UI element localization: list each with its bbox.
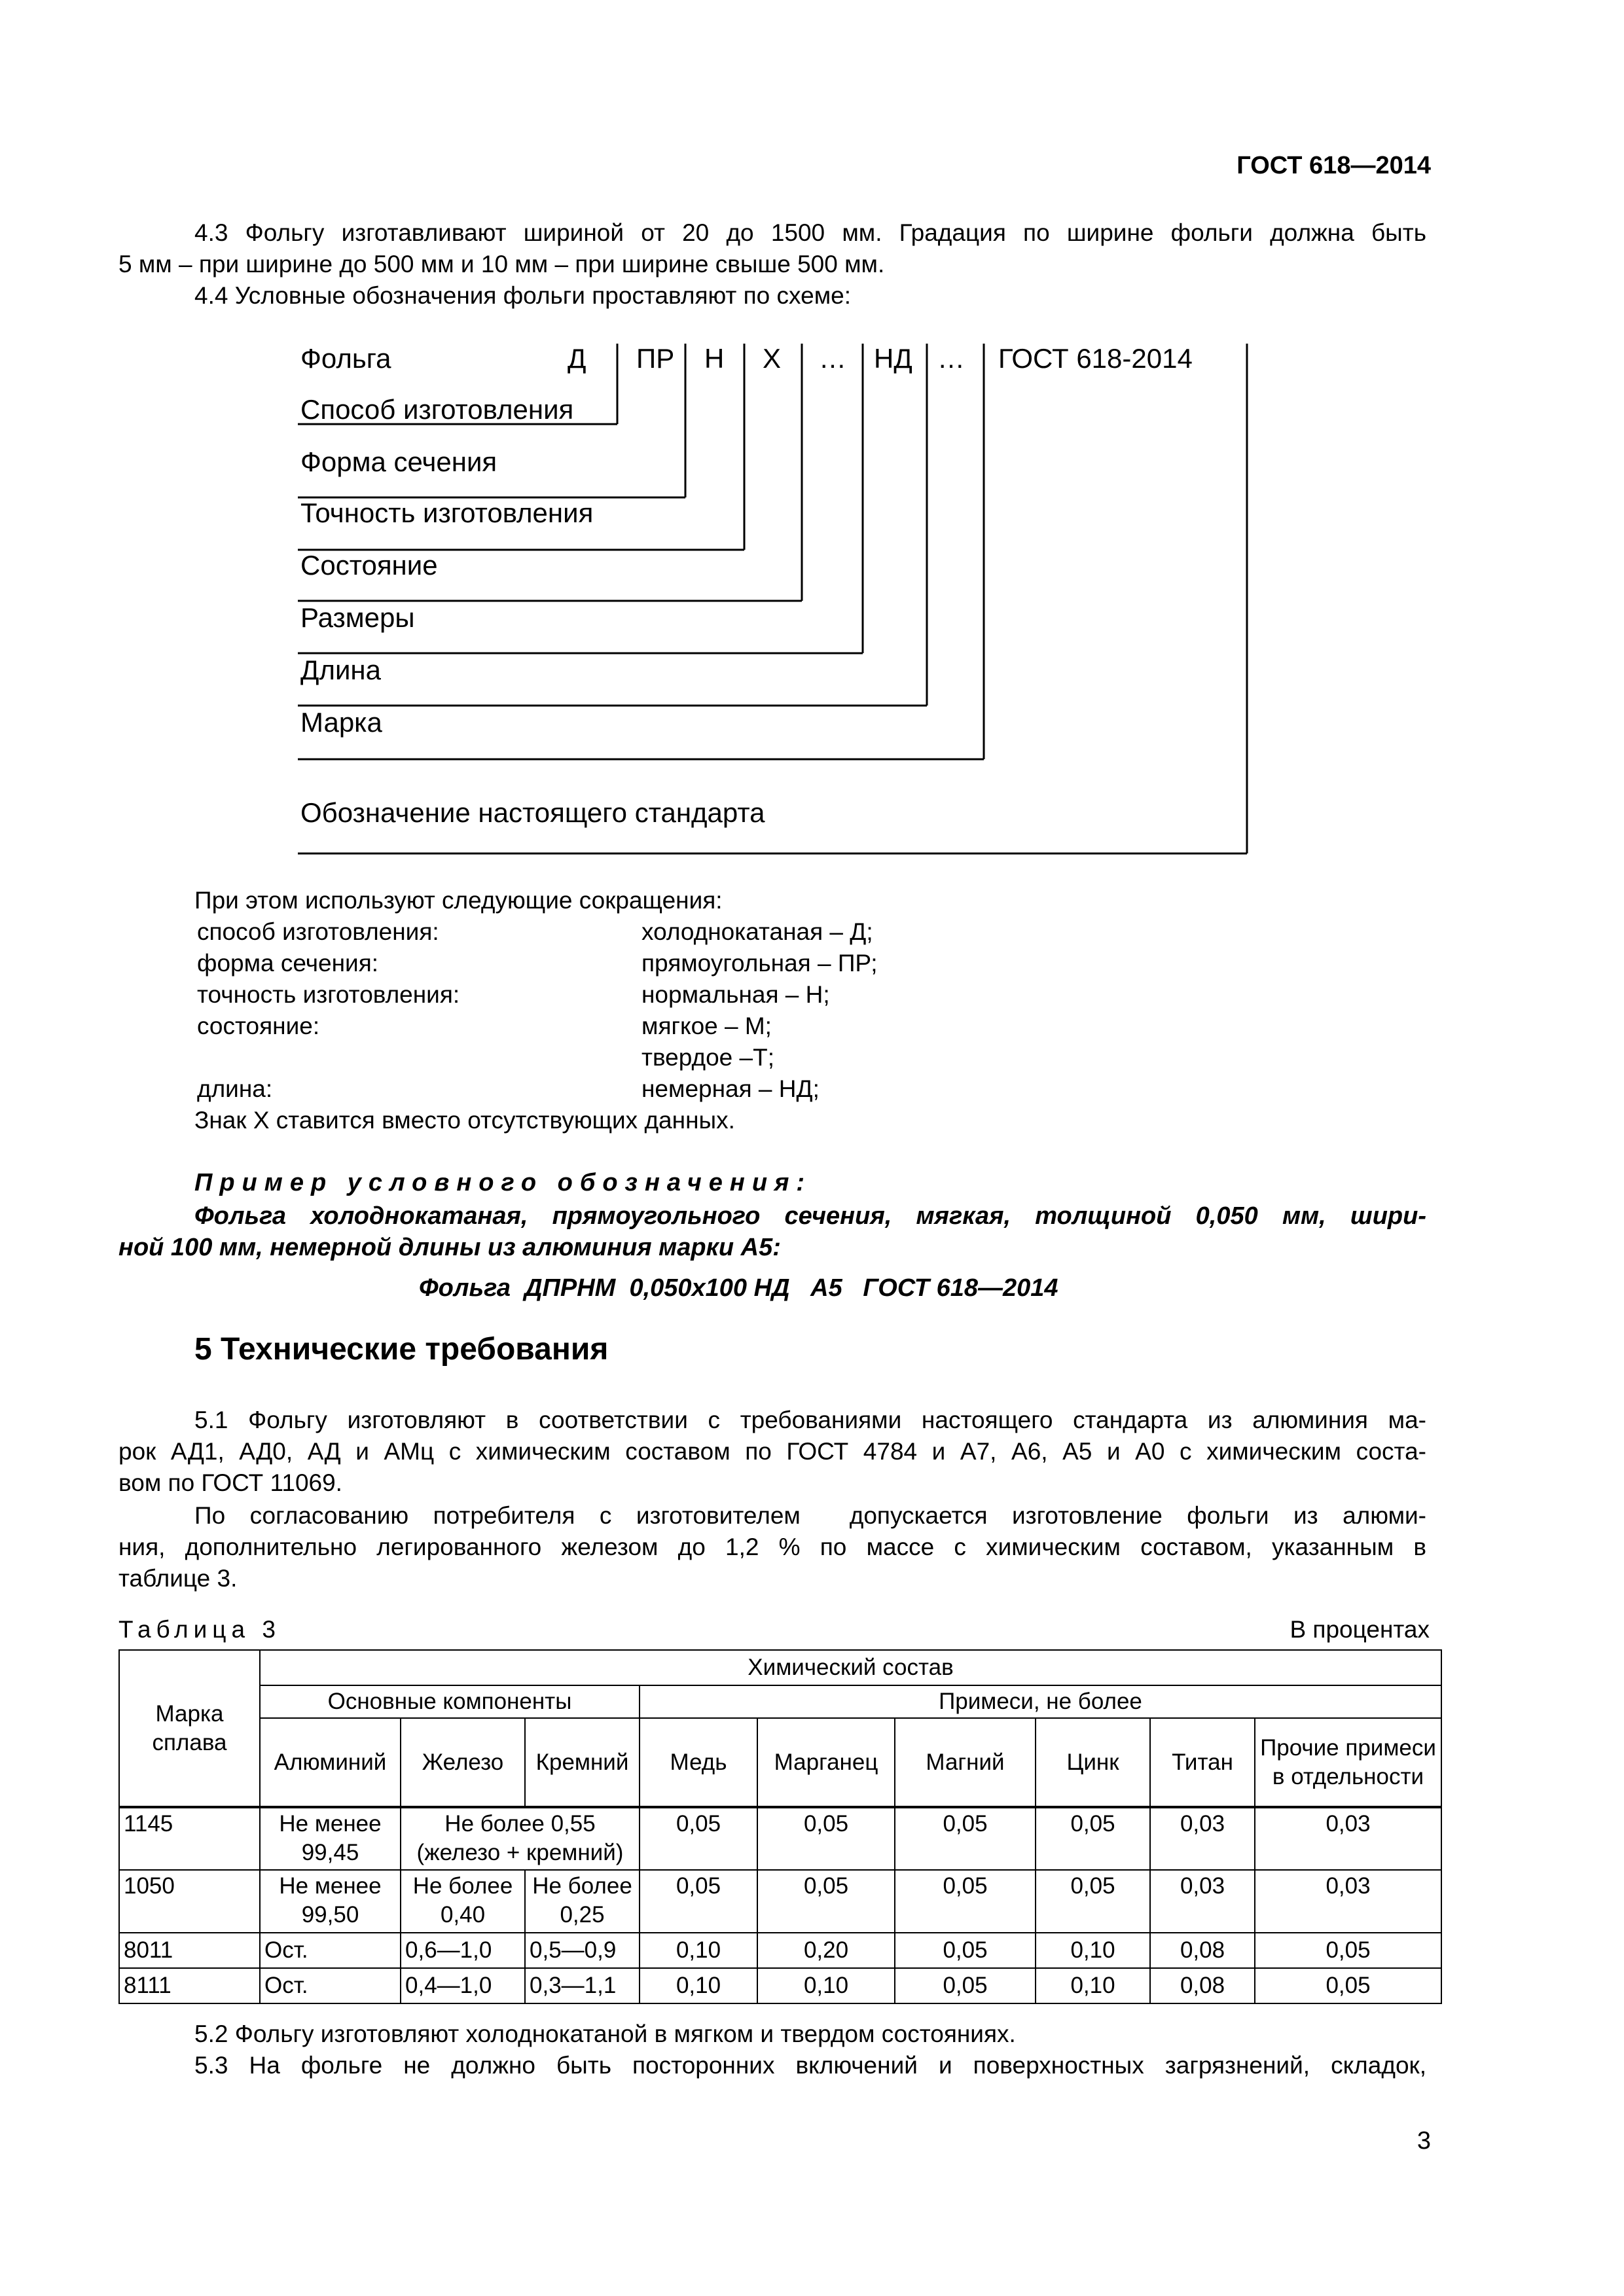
cell-iron: Не более 0,40: [401, 1870, 525, 1933]
example-heading: Пример условного обозначения:: [194, 1169, 812, 1196]
designation-scheme: [0, 0, 1624, 877]
cell-magnesium: 0,05: [895, 1807, 1036, 1870]
scheme-code-nd: НД: [874, 343, 912, 374]
cell-manganese: 0,20: [757, 1933, 895, 1968]
cell-manganese: 0,10: [757, 1968, 895, 2003]
abbrev-value: холоднокатаная – Д;: [641, 918, 873, 945]
paragraph-5-1-line2: рок АД1, АД0, АД и АМц с химическим составом по ГОСТ 4784 и А7, А6, А5 и А0 с химическим соста-: [118, 1438, 1426, 1465]
chemical-composition-table: [118, 1649, 1442, 2004]
abbrev-value: прямоугольная – ПР;: [641, 950, 878, 977]
col-magnesium: Магний: [895, 1718, 1036, 1807]
col-manganese: Марганец: [757, 1718, 895, 1807]
cell-magnesium: 0,05: [895, 1933, 1036, 1968]
example-designation: Фольга ДПРНМ 0,050х100 НД А5 ГОСТ 618—2014: [419, 1274, 1058, 1302]
cell-titanium: 0,08: [1150, 1933, 1255, 1968]
abbrev-value: немерная – НД;: [641, 1075, 820, 1102]
cell-zinc: 0,05: [1036, 1870, 1150, 1933]
cell-manganese: 0,05: [757, 1870, 895, 1933]
abbrev-value: нормальная – Н;: [641, 981, 830, 1008]
header-impurities: Примеси, не более: [640, 1685, 1441, 1718]
scheme-code-ellipsis-2: …: [937, 343, 965, 374]
scheme-code-d: Д: [568, 343, 586, 374]
header-chemical-composition: Химический состав: [260, 1650, 1441, 1685]
abbrev-term: состояние:: [197, 1013, 320, 1039]
scheme-code-n: Н: [704, 343, 725, 374]
paragraph-agreement-line2: ния, дополнительно легированного железом до 1,2 % по массе с химическим составом, указанным в: [118, 1534, 1426, 1560]
cell-magnesium: 0,05: [895, 1968, 1036, 2003]
paragraph-5-2: 5.2 Фольгу изготовляют холоднокатаной в мягком и твердом состояниях.: [194, 2020, 1016, 2047]
paragraph-5-1-line1: 5.1 Фольгу изготовляют в соответствии с требованиями настоящего стандарта из алюминия ма-: [194, 1407, 1426, 1433]
scheme-row-standard: Обозначение настоящего стандарта: [300, 797, 765, 828]
cell-grade: 8011: [119, 1933, 260, 1968]
col-titanium: Титан: [1150, 1718, 1255, 1807]
table-row: [119, 1807, 1441, 1870]
cell-copper: 0,10: [640, 1968, 757, 2003]
header-grade: Марка сплава: [119, 1650, 260, 1807]
paragraph-4-4: 4.4 Условные обозначения фольги проставляют по схеме:: [194, 282, 851, 309]
scheme-row-section: Форма сечения: [300, 446, 497, 477]
cell-aluminium: Не менее 99,50: [260, 1870, 401, 1933]
example-line1: Фольга холоднокатаная, прямоугольного сечения, мягкая, толщиной 0,050 мм, шири-: [194, 1202, 1426, 1230]
abbrev-term: длина:: [197, 1075, 273, 1102]
abbrev-intro: При этом используют следующие сокращения:: [194, 887, 723, 914]
scheme-row-method: Способ изготовления: [300, 394, 574, 425]
abbrev-value: твердое –Т;: [641, 1044, 774, 1071]
cell-silicon: 0,5—0,9: [525, 1933, 640, 1968]
cell-magnesium: 0,05: [895, 1870, 1036, 1933]
col-aluminium: Алюминий: [260, 1718, 401, 1807]
cell-aluminium: Ост.: [260, 1968, 401, 2003]
cell-other: 0,03: [1255, 1870, 1441, 1933]
cell-grade: 1050: [119, 1870, 260, 1933]
col-silicon: Кремний: [525, 1718, 640, 1807]
scheme-code-x: Х: [763, 343, 782, 374]
cell-manganese: 0,05: [757, 1807, 895, 1870]
col-other-impurities: Прочие примеси в отдельности: [1255, 1718, 1441, 1807]
header-main-components: Основные компоненты: [260, 1685, 640, 1718]
cell-grade: 8111: [119, 1968, 260, 2003]
page-number: 3: [1416, 2127, 1431, 2155]
table-units: В процентах: [1290, 1616, 1430, 1643]
table-row: [119, 1933, 1441, 1968]
cell-zinc: 0,10: [1036, 1968, 1150, 2003]
cell-silicon: Не более 0,25: [525, 1870, 640, 1933]
cell-iron: 0,4—1,0: [401, 1968, 525, 2003]
table-row: [119, 1870, 1441, 1933]
cell-iron: 0,6—1,0: [401, 1933, 525, 1968]
cell-other: 0,05: [1255, 1968, 1441, 2003]
abbrev-value: мягкое – М;: [641, 1013, 772, 1039]
cell-titanium: 0,03: [1150, 1870, 1255, 1933]
paragraph-5-3: 5.3 На фольге не должно быть посторонних включений и поверхностных загрязнений, складок,: [194, 2052, 1426, 2079]
paragraph-4-3-line2: 5 мм – при ширине до 500 мм и 10 мм – при ширине свыше 500 мм.: [118, 251, 885, 278]
scheme-row-length: Длина: [300, 655, 381, 685]
abbrev-term: способ изготовления:: [197, 918, 439, 945]
cell-other: 0,05: [1255, 1933, 1441, 1968]
paragraph-agreement-line3: таблице 3.: [118, 1565, 238, 1592]
abbrev-term: форма сечения:: [197, 950, 379, 977]
col-copper: Медь: [640, 1718, 757, 1807]
cell-zinc: 0,05: [1036, 1807, 1150, 1870]
section-5-title: 5 Технические требования: [194, 1332, 609, 1367]
scheme-row-precision: Точность изготовления: [300, 497, 594, 528]
cell-copper: 0,10: [640, 1933, 757, 1968]
cell-aluminium: Не менее 99,45: [260, 1807, 401, 1870]
cell-titanium: 0,08: [1150, 1968, 1255, 2003]
paragraph-4-3-line1: 4.3 Фольгу изготавливают шириной от 20 до 1500 мм. Градация по ширине фольги должна быть: [194, 219, 1426, 246]
col-iron: Железо: [401, 1718, 525, 1807]
abbrev-term: точность изготовления:: [197, 981, 460, 1008]
scheme-code-ellipsis-1: …: [819, 343, 846, 374]
scheme-code-gost: ГОСТ 618-2014: [998, 343, 1193, 374]
cell-iron-silicon: Не более 0,55 (железо + кремний): [401, 1807, 640, 1870]
col-zinc: Цинк: [1036, 1718, 1150, 1807]
scheme-row-grade: Марка: [300, 707, 382, 738]
scheme-row-dimensions: Размеры: [300, 602, 415, 633]
paragraph-agreement-line1: По согласованию потребителя с изготовителем допускается изготовление фольги из алюми-: [194, 1502, 1426, 1529]
cell-titanium: 0,03: [1150, 1807, 1255, 1870]
cell-other: 0,03: [1255, 1807, 1441, 1870]
table-caption: Таблица 3: [118, 1616, 281, 1643]
cell-copper: 0,05: [640, 1870, 757, 1933]
scheme-label-foil: Фольга: [300, 343, 391, 374]
cell-grade: 1145: [119, 1807, 260, 1870]
abbrev-note: Знак Х ставится вместо отсутствующих данных.: [194, 1107, 735, 1134]
scheme-code-pr: ПР: [636, 343, 675, 374]
cell-aluminium: Ост.: [260, 1933, 401, 1968]
scheme-row-state: Состояние: [300, 550, 438, 581]
cell-silicon: 0,3—1,1: [525, 1968, 640, 2003]
example-line2: ной 100 мм, немерной длины из алюминия марки А5:: [118, 1234, 781, 1261]
cell-copper: 0,05: [640, 1807, 757, 1870]
table-row: [119, 1968, 1441, 2003]
cell-zinc: 0,10: [1036, 1933, 1150, 1968]
document-code: ГОСТ 618—2014: [1236, 152, 1431, 179]
paragraph-5-1-line3: вом по ГОСТ 11069.: [118, 1469, 342, 1496]
